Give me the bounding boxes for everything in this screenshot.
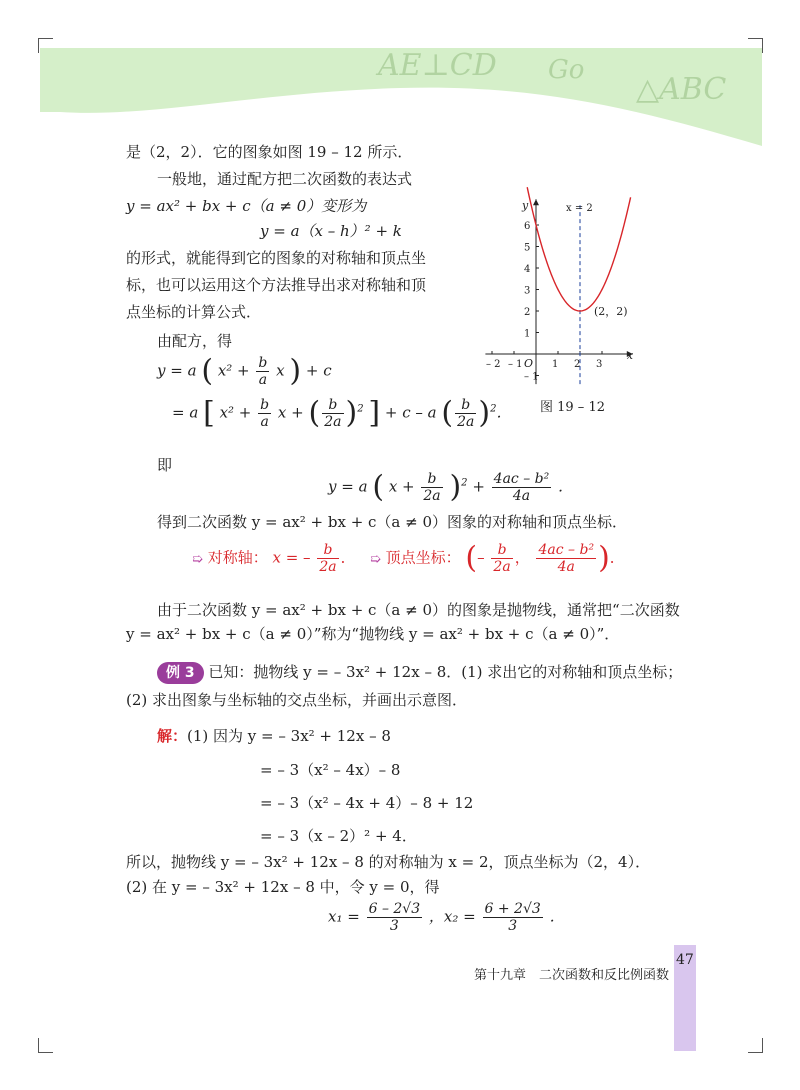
derivation-line-1: y = a ( x² + $\frac{b}{a}$ x ) + c bbox=[157, 353, 332, 389]
intro-line-7: 点坐标的计算公式． bbox=[126, 303, 262, 321]
y-axis-arrow bbox=[533, 199, 539, 205]
y-axis-label: y bbox=[522, 199, 529, 213]
y-tick-label: 4 bbox=[524, 264, 531, 275]
parabola-figure bbox=[480, 140, 670, 390]
x-tick-label: 2 bbox=[574, 359, 581, 370]
vertex-label: (2，2) bbox=[594, 305, 628, 318]
y-tick-label: 5 bbox=[524, 242, 531, 254]
parabola-note-line-1: 由于二次函数 y = ax² + bx + c（a ≠ 0）的图象是抛物线，通常把“二次函数 bbox=[157, 601, 680, 619]
x-axis-label: x bbox=[626, 349, 634, 362]
x-tick-label: 3 bbox=[596, 359, 603, 370]
parabola-note-line-2: y = ax² + bx + c（a ≠ 0）”称为“抛物线 y = ax² + bx + c（a ≠ 0）”． bbox=[126, 625, 620, 643]
symmetry-axis-label: x = 2 bbox=[566, 203, 593, 215]
double-arrow-icon: ➯ bbox=[192, 551, 203, 567]
double-arrow-icon: ➯ bbox=[369, 551, 381, 567]
solution-line-3: = – 3（x² – 4x + 4）– 8 + 12 bbox=[260, 794, 474, 812]
y-tick-label: – 1 bbox=[524, 371, 539, 383]
solution-line-6: (2) 在 y = – 3x² + 12x – 8 中，令 y = 0，得 bbox=[126, 878, 440, 896]
solution-line-2: = – 3（x² – 4x）– 8 bbox=[260, 761, 401, 779]
derivation-result-eq: y = a ( x + $\frac{b}{2a}$ )$^2$ + $\frac{\text{4ac – b²}}{4a}$ ． bbox=[328, 469, 574, 505]
derivation-line-2: = a [ x² + $\frac{b}{a}$ x + ( $\frac{b}{2a}$ )$^2$ ] + c – a ( $\frac{b}{2a}$ )$^2$． bbox=[172, 395, 512, 431]
x-tick-label: – 2 bbox=[486, 359, 501, 370]
axis-label: 对称轴： bbox=[207, 548, 268, 567]
example-line-2: (2) 求出图象与坐标轴的交点坐标，并画出示意图． bbox=[126, 691, 468, 709]
intro-line-1: 是（2，2）．它的图象如图 19 – 12 所示． bbox=[126, 143, 413, 161]
vertex-label: 顶点坐标： bbox=[385, 548, 461, 567]
header-decor-1: AE⊥CD bbox=[378, 48, 497, 83]
solution-line-4: = – 3（x – 2）² + 4． bbox=[260, 827, 417, 845]
x-tick-label: 1 bbox=[552, 359, 559, 370]
solution-label: 解： bbox=[157, 727, 188, 745]
crop-mark-bottom-left bbox=[38, 1038, 53, 1053]
solution-line-5: 所以，抛物线 y = – 3x² + 12x – 8 的对称轴为 x = 2，顶点坐标为（2，4）． bbox=[126, 853, 651, 871]
formula-line: ➯ 对称轴： x = – $\frac{b}{2a}$ ． ➯ 顶点坐标： (– $\frac{b}{2a}$ ， $\frac{\text{4ac – b²}}{4a}$ )． bbox=[192, 540, 625, 576]
crop-mark-bottom-right bbox=[748, 1038, 763, 1053]
solution-roots: x₁ = $\frac{6 - 2√3}{3}$ ，x₂ = $\frac{6 + 2√3}{3}$ ． bbox=[328, 901, 565, 934]
header-decor-3: △ABC bbox=[636, 72, 727, 107]
example-line-1: 例 3 已知：抛物线 y = – 3x² + 12x – 8．(1) 求出它的对称轴和顶点坐标； bbox=[157, 662, 682, 684]
intro-line-6: 标，也可以运用这个方法推导出求对称轴和顶 bbox=[126, 276, 427, 294]
y-tick-label: 1 bbox=[524, 328, 531, 340]
origin-label: O bbox=[524, 357, 534, 370]
page-number: 47 bbox=[676, 952, 694, 968]
x-tick-label: – 1 bbox=[508, 359, 523, 370]
intro-line-5: 的形式，就能得到它的图象的对称轴和顶点坐 bbox=[126, 249, 427, 267]
derivation-result-text: 得到二次函数 y = ax² + bx + c（a ≠ 0）图象的对称轴和顶点坐标． bbox=[157, 513, 628, 531]
derivation-intro: 由配方，得 bbox=[157, 332, 233, 350]
y-tick-label: 3 bbox=[524, 285, 531, 297]
intro-line-4: y = a（x – h）² + k bbox=[260, 222, 402, 240]
y-tick-label: 6 bbox=[524, 221, 531, 232]
intro-line-3: y = ax² + bx + c（a ≠ 0）变形为 bbox=[126, 197, 367, 215]
header-decor-2: Go bbox=[548, 55, 585, 85]
intro-line-2: 一般地，通过配方把二次函数的表达式 bbox=[157, 170, 413, 188]
example-badge: 例 3 bbox=[157, 662, 204, 684]
chapter-footer: 第十九章 二次函数和反比例函数 bbox=[474, 968, 670, 983]
solution-line-1: 解：(1) 因为 y = – 3x² + 12x – 8 bbox=[157, 727, 391, 745]
derivation-ji: 即 bbox=[157, 456, 173, 474]
y-tick-label: 2 bbox=[524, 307, 531, 318]
figure-caption: 图 19 – 12 bbox=[540, 400, 605, 415]
